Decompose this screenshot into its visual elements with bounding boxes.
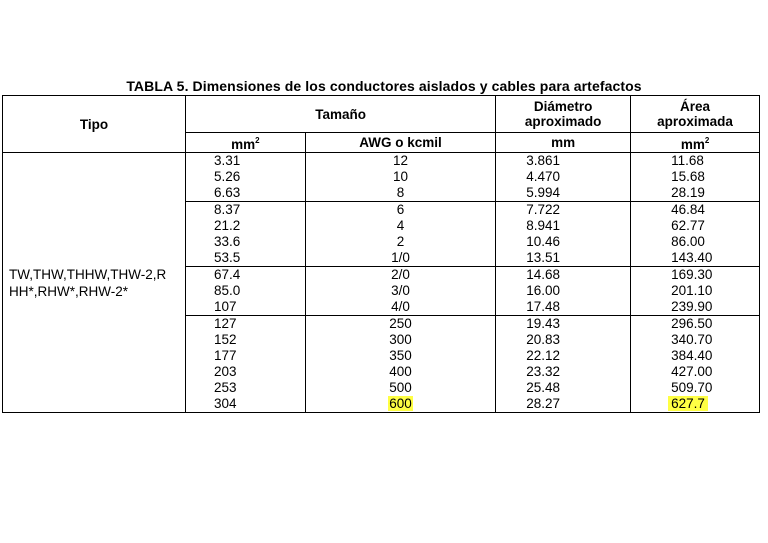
cell-mm2: 85.0 [213,283,241,298]
cell-dia: 28.27 [526,396,561,411]
cell-dia: 5.994 [526,185,561,200]
cell-awg: 3/0 [391,283,410,298]
cell-dia: 8.941 [526,218,561,233]
cell-area: 15.68 [671,169,705,184]
group-3-mm2 [185,267,305,316]
header-tipo: Tipo [3,96,186,153]
cell-dia: 3.861 [526,153,561,168]
group-2-area [631,202,760,267]
header-mm2: $mm^2$ [185,133,305,153]
cell-dia: 22.12 [526,348,561,363]
header-awg: AWG o kcmil [305,133,496,153]
group-1-dia [496,153,631,202]
cell-dia: 7.722 [526,202,561,217]
header-mm: mm [496,133,631,153]
conductor-table [2,95,760,413]
cell-dia: 17.48 [526,299,561,314]
header-area: Área aproximada [631,96,760,133]
group-4-dia [496,316,631,413]
cell-dia: 25.48 [526,380,561,395]
cell-mm2: 107 [213,299,237,314]
cell-area: 28.19 [671,185,705,200]
cell-awg: 2/0 [391,267,410,282]
cell-mm2: 5.26 [213,169,241,184]
cell-mm2: 53.5 [213,250,241,265]
cell-area: 62.77 [671,218,705,233]
group-2-mm2 [185,202,305,267]
cell-area: 201.10 [671,283,713,298]
cell-dia: 10.46 [526,234,561,249]
cell-mm2: 67.4 [213,267,241,282]
cell-dia: 4.470 [526,169,561,184]
cell-awg: 350 [389,348,412,363]
cell-mm2: 8.37 [213,202,241,217]
cell-dia: 16.00 [526,283,561,298]
group-1-mm2 [185,153,305,202]
cell-awg: 4/0 [391,299,410,314]
cell-area: 11.68 [671,153,704,168]
cell-awg: 250 [389,316,412,331]
cell-awg: 10 [392,169,408,184]
cell-awg: 400 [389,364,412,379]
cell-mm2: 33.6 [213,234,241,249]
cell-awg: 4 [396,218,405,233]
cell-dia: 19.43 [526,316,561,331]
cell-area: 143.40 [671,250,713,265]
table-row [3,153,760,202]
group-4-area [631,316,760,413]
group-1-area [631,153,760,202]
cell-awg: 2 [396,234,405,249]
cell-mm2: 152 [213,332,237,347]
cell-mm2: 304 [213,396,237,411]
group-4-awg [305,316,496,413]
cell-area: 340.70 [671,332,713,347]
cell-dia: 23.32 [526,364,561,379]
group-3-area [631,267,760,316]
group-4-mm2 [185,316,305,413]
cell-mm2: 177 [213,348,237,363]
cell-mm2: 21.2 [213,218,241,233]
group-2-dia [496,202,631,267]
header-tamano: Tamaño [185,96,495,133]
cell-dia: 20.83 [526,332,561,347]
cell-awg: 300 [389,332,412,347]
cell-area: 296.50 [671,316,713,331]
cell-mm2: 6.63 [213,185,241,200]
cell-dia: 14.68 [526,267,561,282]
table-title: TABLA 5. Dimensiones de los conductores aislados y cables para artefactos [126,78,642,94]
cell-awg: 8 [396,185,405,200]
cell-area: 509.70 [671,380,713,395]
cell-awg: 6 [396,202,405,217]
cell-awg: 500 [389,380,412,395]
cell-mm2: 203 [213,364,237,379]
group-2-awg [305,202,496,267]
cell-area: 169.30 [671,267,713,282]
cell-awg: 12 [392,153,408,168]
cell-awg: 600 [389,396,412,411]
group-1-awg [305,153,496,202]
cell-area: 627.7 [631,396,759,412]
header-area-mm2: $mm^2$ [631,133,760,153]
cell-mm2: 253 [213,380,237,395]
cell-awg: 1/0 [391,250,410,265]
cell-area: 46.84 [671,202,705,217]
group-3-dia [496,267,631,316]
cell-area: 86.00 [671,234,705,249]
cell-area: 239.90 [671,299,713,314]
group-3-awg [305,267,496,316]
cell-mm2: 3.31 [213,153,241,168]
cell-area: 427.00 [671,364,713,379]
tipo-cell: TW,THW,THHW,THW-2,RHH*,RHW*,RHW-2* [3,153,186,413]
cell-area: 384.40 [671,348,713,363]
header-diametro: Diámetro aproximado [496,96,631,133]
cell-mm2: 127 [213,316,237,331]
cell-dia: 13.51 [526,250,561,265]
